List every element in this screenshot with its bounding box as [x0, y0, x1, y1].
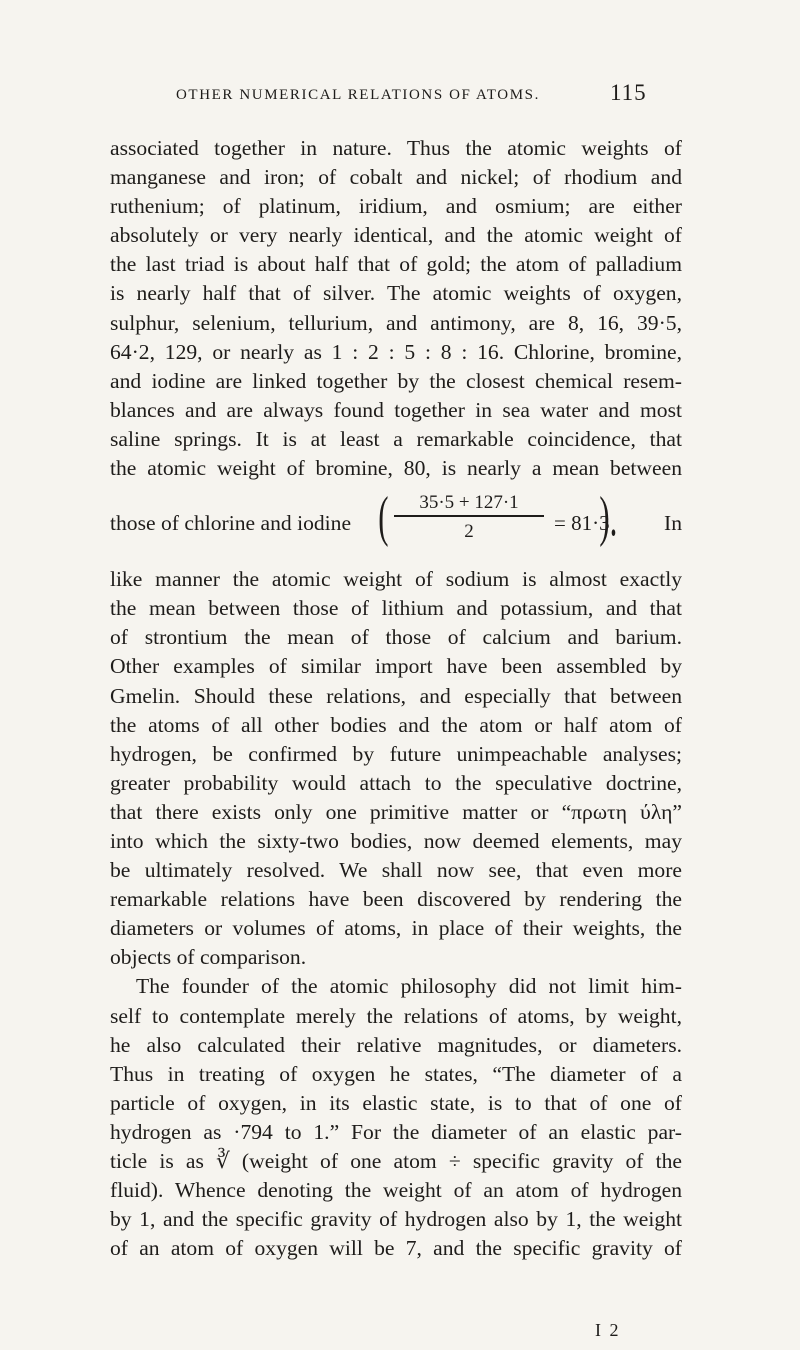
text-line: diameters or volumes of atoms, in place of their weights, the: [110, 916, 682, 941]
text-line: Other examples of similar import have been assembled by: [110, 654, 682, 679]
fraction-denominator: 2: [464, 520, 474, 542]
text-line: manganese and iron; of cobalt and nickel; of rhodium and: [110, 165, 682, 190]
fraction: [394, 488, 544, 541]
text-line: he also calculated their relative magnitudes, or diameters.: [110, 1032, 682, 1057]
text-line: is nearly half that of silver. The atomic weights of oxygen,: [110, 281, 682, 306]
text-line: of an atom of oxygen will be 7, and the specific gravity of: [110, 1236, 682, 1261]
text-line: Thus in treating of oxygen he states, “The diameter of a: [110, 1061, 682, 1086]
text-line: by 1, and the specific gravity of hydrogen also by 1, the weight: [110, 1207, 682, 1232]
formula-lead-text: those of chlorine and iodine: [110, 511, 352, 536]
body-text: [110, 134, 682, 1263]
text-line: hydrogen as ·794 to 1.” For the diameter of an elastic par-: [110, 1119, 682, 1144]
text-line: 64·2, 129, or nearly as 1 : 2 : 5 : 8 : 16. Chlorine, bromine,: [110, 339, 682, 364]
text-line: objects of comparison.: [110, 945, 307, 970]
text-line: self to contemplate merely the relations of atoms, by weight,: [110, 1003, 682, 1028]
text-line: hydrogen, be confirmed by future unimpeachable analyses;: [110, 741, 682, 766]
text-line: Gmelin. Should these relations, and especially that between: [110, 683, 682, 708]
text-line: saline springs. It is at least a remarkable coincidence, that: [110, 426, 682, 451]
text-line: sulphur, selenium, tellurium, and antimony, are 8, 16, 39·5,: [110, 310, 682, 335]
left-parenthesis: (: [378, 486, 389, 549]
text-line: particle of oxygen, in its elastic state, is to that of one of: [110, 1090, 682, 1115]
text-line: the last triad is about half that of gold; the atom of palladium: [110, 252, 682, 277]
text-line: and iodine are linked together by the closest chemical resem-: [110, 368, 682, 393]
text-line: that there exists only one primitive matter or “πρωτη ύλη”: [110, 799, 682, 824]
text-line: like manner the atomic weight of sodium is almost exactly: [110, 567, 682, 592]
formula-line: [110, 483, 682, 565]
text-line: absolutely or very nearly identical, and the atomic weight of: [110, 223, 682, 248]
text-line: remarkable relations have been discovered by rendering the: [110, 887, 682, 912]
mean-formula: [378, 485, 706, 563]
text-line: the atomic weight of bromine, 80, is nearly a mean between: [110, 456, 682, 481]
text-line: blances and are always found together in sea water and most: [110, 397, 682, 422]
text-line: ticle is as ∛ (weight of one atom ÷ specific gravity of the: [110, 1149, 682, 1173]
text-line: into which the sixty-two bodies, now deemed elements, may: [110, 828, 682, 853]
running-title: OTHER NUMERICAL RELATIONS OF ATOMS.: [176, 87, 540, 103]
page-number: 115: [610, 80, 647, 105]
text-line: ruthenium; of platinum, iridium, and osmium; are either: [110, 194, 682, 219]
signature-mark: I 2: [595, 1320, 621, 1340]
text-line: be ultimately resolved. We shall now see, that even more: [110, 858, 682, 883]
text-line: the mean between those of lithium and potassium, and that: [110, 596, 682, 621]
text-line: The founder of the atomic philosophy did not limit him-: [136, 974, 682, 999]
fraction-numerator: 35·5 + 127·1: [419, 492, 519, 514]
text-line: greater probability would attach to the speculative doctrine,: [110, 770, 682, 795]
formula-result: = 81·3: [554, 511, 610, 536]
text-line: the atoms of all other bodies and the atom or half atom of: [110, 712, 682, 737]
text-line: associated together in nature. Thus the atomic weights of: [110, 136, 682, 160]
right-parenthesis: ).: [599, 486, 618, 549]
formula-tail-text: In: [664, 511, 682, 536]
text-line: fluid). Whence denoting the weight of an atom of hydrogen: [110, 1178, 682, 1203]
text-line: of strontium the mean of those of calcium and barium.: [110, 625, 682, 650]
